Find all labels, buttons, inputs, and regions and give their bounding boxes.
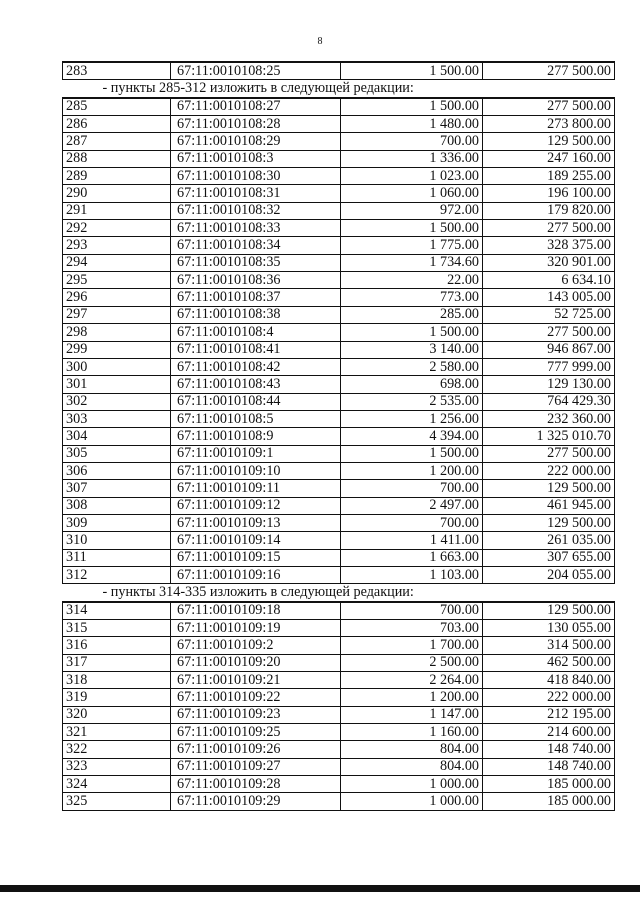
amount-cell: 277 500.00 bbox=[483, 445, 615, 462]
cadastral-number-cell: 67:11:0010109:26 bbox=[171, 741, 341, 758]
table-row bbox=[63, 514, 615, 531]
area-cell: 1 700.00 bbox=[341, 637, 483, 654]
cadastral-number-cell: 67:11:0010108:28 bbox=[171, 116, 341, 133]
amount-cell: 148 740.00 bbox=[483, 741, 615, 758]
table-row bbox=[63, 532, 615, 549]
area-cell: 2 500.00 bbox=[341, 654, 483, 671]
area-cell: 3 140.00 bbox=[341, 341, 483, 358]
area-cell: 1 411.00 bbox=[341, 532, 483, 549]
cadastral-number-cell: 67:11:0010108:4 bbox=[171, 324, 341, 341]
amount-cell: 52 725.00 bbox=[483, 306, 615, 323]
table-row bbox=[63, 776, 615, 793]
item-number-cell: 306 bbox=[63, 462, 171, 479]
item-number-cell: 320 bbox=[63, 706, 171, 723]
item-number-cell: 312 bbox=[63, 566, 171, 583]
table-row bbox=[63, 220, 615, 237]
amount-cell: 129 500.00 bbox=[483, 602, 615, 620]
amount-cell: 314 500.00 bbox=[483, 637, 615, 654]
amount-cell: 129 500.00 bbox=[483, 480, 615, 497]
area-cell: 700.00 bbox=[341, 602, 483, 620]
table-row bbox=[63, 185, 615, 202]
cadastral-number-cell: 67:11:0010108:3 bbox=[171, 150, 341, 167]
cadastral-number-cell: 67:11:0010109:18 bbox=[171, 602, 341, 620]
area-cell: 22.00 bbox=[341, 272, 483, 289]
cadastral-number-cell: 67:11:0010108:29 bbox=[171, 133, 341, 150]
item-number-cell: 307 bbox=[63, 480, 171, 497]
parcel-table-body bbox=[63, 62, 615, 810]
amount-cell: 232 360.00 bbox=[483, 410, 615, 427]
area-cell: 773.00 bbox=[341, 289, 483, 306]
cadastral-number-cell: 67:11:0010109:28 bbox=[171, 776, 341, 793]
item-number-cell: 325 bbox=[63, 793, 171, 810]
table-row bbox=[63, 254, 615, 271]
table-row bbox=[63, 724, 615, 741]
area-cell: 1 200.00 bbox=[341, 689, 483, 706]
item-number-cell: 289 bbox=[63, 168, 171, 185]
cadastral-number-cell: 67:11:0010108:36 bbox=[171, 272, 341, 289]
cadastral-number-cell: 67:11:0010108:32 bbox=[171, 202, 341, 219]
cadastral-number-cell: 67:11:0010109:14 bbox=[171, 532, 341, 549]
area-cell: 700.00 bbox=[341, 480, 483, 497]
area-cell: 1 663.00 bbox=[341, 549, 483, 566]
amount-cell: 6 634.10 bbox=[483, 272, 615, 289]
item-number-cell: 305 bbox=[63, 445, 171, 462]
section-note-row bbox=[63, 584, 615, 602]
amount-cell: 196 100.00 bbox=[483, 185, 615, 202]
item-number-cell: 309 bbox=[63, 514, 171, 531]
table-row bbox=[63, 741, 615, 758]
table-row bbox=[63, 480, 615, 497]
table-row bbox=[63, 497, 615, 514]
cadastral-number-cell: 67:11:0010108:25 bbox=[171, 62, 341, 80]
cadastral-number-cell: 67:11:0010109:2 bbox=[171, 637, 341, 654]
amount-cell: 130 055.00 bbox=[483, 620, 615, 637]
item-number-cell: 315 bbox=[63, 620, 171, 637]
table-row bbox=[63, 445, 615, 462]
item-number-cell: 308 bbox=[63, 497, 171, 514]
item-number-cell: 319 bbox=[63, 689, 171, 706]
cadastral-number-cell: 67:11:0010109:10 bbox=[171, 462, 341, 479]
amount-cell: 129 500.00 bbox=[483, 514, 615, 531]
table-row bbox=[63, 393, 615, 410]
item-number-cell: 299 bbox=[63, 341, 171, 358]
table-row bbox=[63, 272, 615, 289]
cadastral-number-cell: 67:11:0010108:5 bbox=[171, 410, 341, 427]
area-cell: 698.00 bbox=[341, 376, 483, 393]
table-row bbox=[63, 462, 615, 479]
area-cell: 1 060.00 bbox=[341, 185, 483, 202]
section-note-row bbox=[63, 80, 615, 98]
area-cell: 2 497.00 bbox=[341, 497, 483, 514]
item-number-cell: 310 bbox=[63, 532, 171, 549]
cadastral-number-cell: 67:11:0010109:13 bbox=[171, 514, 341, 531]
amount-cell: 189 255.00 bbox=[483, 168, 615, 185]
item-number-cell: 292 bbox=[63, 220, 171, 237]
table-row bbox=[63, 376, 615, 393]
item-number-cell: 311 bbox=[63, 549, 171, 566]
area-cell: 1 734.60 bbox=[341, 254, 483, 271]
area-cell: 1 147.00 bbox=[341, 706, 483, 723]
area-cell: 4 394.00 bbox=[341, 428, 483, 445]
area-cell: 2 580.00 bbox=[341, 358, 483, 375]
area-cell: 972.00 bbox=[341, 202, 483, 219]
area-cell: 1 500.00 bbox=[341, 445, 483, 462]
item-number-cell: 323 bbox=[63, 758, 171, 775]
item-number-cell: 298 bbox=[63, 324, 171, 341]
item-number-cell: 300 bbox=[63, 358, 171, 375]
area-cell: 1 000.00 bbox=[341, 793, 483, 810]
table-row bbox=[63, 654, 615, 671]
cadastral-number-cell: 67:11:0010108:37 bbox=[171, 289, 341, 306]
area-cell: 1 000.00 bbox=[341, 776, 483, 793]
area-cell: 2 264.00 bbox=[341, 672, 483, 689]
amount-cell: 222 000.00 bbox=[483, 689, 615, 706]
bottom-rule bbox=[0, 885, 640, 892]
table-row bbox=[63, 168, 615, 185]
page-number: 8 bbox=[317, 36, 323, 47]
cadastral-number-cell: 67:11:0010109:22 bbox=[171, 689, 341, 706]
table-row bbox=[63, 689, 615, 706]
table-row bbox=[63, 549, 615, 566]
area-cell: 2 535.00 bbox=[341, 393, 483, 410]
area-cell: 1 256.00 bbox=[341, 410, 483, 427]
table-row bbox=[63, 620, 615, 637]
cadastral-number-cell: 67:11:0010108:43 bbox=[171, 376, 341, 393]
item-number-cell: 287 bbox=[63, 133, 171, 150]
item-number-cell: 295 bbox=[63, 272, 171, 289]
cadastral-number-cell: 67:11:0010108:42 bbox=[171, 358, 341, 375]
section-note: - пункты 285-312 изложить в следующей редакции: bbox=[102, 80, 414, 97]
table-row bbox=[63, 758, 615, 775]
amount-cell: 1 325 010.70 bbox=[483, 428, 615, 445]
amount-cell: 273 800.00 bbox=[483, 116, 615, 133]
item-number-cell: 286 bbox=[63, 116, 171, 133]
item-number-cell: 303 bbox=[63, 410, 171, 427]
cadastral-number-cell: 67:11:0010108:30 bbox=[171, 168, 341, 185]
cadastral-number-cell: 67:11:0010108:9 bbox=[171, 428, 341, 445]
cadastral-number-cell: 67:11:0010108:34 bbox=[171, 237, 341, 254]
amount-cell: 129 130.00 bbox=[483, 376, 615, 393]
cadastral-number-cell: 67:11:0010109:15 bbox=[171, 549, 341, 566]
amount-cell: 764 429.30 bbox=[483, 393, 615, 410]
cadastral-number-cell: 67:11:0010109:25 bbox=[171, 724, 341, 741]
cadastral-number-cell: 67:11:0010108:44 bbox=[171, 393, 341, 410]
table-row bbox=[63, 62, 615, 80]
amount-cell: 212 195.00 bbox=[483, 706, 615, 723]
item-number-cell: 314 bbox=[63, 602, 171, 620]
item-number-cell: 302 bbox=[63, 393, 171, 410]
cadastral-number-cell: 67:11:0010109:11 bbox=[171, 480, 341, 497]
amount-cell: 277 500.00 bbox=[483, 62, 615, 80]
table-row bbox=[63, 706, 615, 723]
amount-cell: 143 005.00 bbox=[483, 289, 615, 306]
cadastral-number-cell: 67:11:0010109:1 bbox=[171, 445, 341, 462]
amount-cell: 214 600.00 bbox=[483, 724, 615, 741]
area-cell: 1 500.00 bbox=[341, 220, 483, 237]
amount-cell: 307 655.00 bbox=[483, 549, 615, 566]
area-cell: 1 500.00 bbox=[341, 324, 483, 341]
cadastral-number-cell: 67:11:0010108:41 bbox=[171, 341, 341, 358]
amount-cell: 462 500.00 bbox=[483, 654, 615, 671]
area-cell: 804.00 bbox=[341, 758, 483, 775]
area-cell: 1 500.00 bbox=[341, 62, 483, 80]
amount-cell: 247 160.00 bbox=[483, 150, 615, 167]
table-row bbox=[63, 793, 615, 810]
amount-cell: 418 840.00 bbox=[483, 672, 615, 689]
area-cell: 1 160.00 bbox=[341, 724, 483, 741]
amount-cell: 179 820.00 bbox=[483, 202, 615, 219]
amount-cell: 320 901.00 bbox=[483, 254, 615, 271]
area-cell: 700.00 bbox=[341, 514, 483, 531]
item-number-cell: 283 bbox=[63, 62, 171, 80]
area-cell: 1 336.00 bbox=[341, 150, 483, 167]
table-row bbox=[63, 566, 615, 583]
item-number-cell: 291 bbox=[63, 202, 171, 219]
item-number-cell: 301 bbox=[63, 376, 171, 393]
amount-cell: 148 740.00 bbox=[483, 758, 615, 775]
table-row bbox=[63, 306, 615, 323]
area-cell: 804.00 bbox=[341, 741, 483, 758]
area-cell: 1 500.00 bbox=[341, 98, 483, 116]
parcel-table bbox=[62, 61, 615, 811]
table-row bbox=[63, 98, 615, 116]
cadastral-number-cell: 67:11:0010108:38 bbox=[171, 306, 341, 323]
cadastral-number-cell: 67:11:0010109:12 bbox=[171, 497, 341, 514]
table-row bbox=[63, 602, 615, 620]
table-row bbox=[63, 637, 615, 654]
item-number-cell: 304 bbox=[63, 428, 171, 445]
cadastral-number-cell: 67:11:0010109:29 bbox=[171, 793, 341, 810]
cadastral-number-cell: 67:11:0010108:35 bbox=[171, 254, 341, 271]
amount-cell: 185 000.00 bbox=[483, 793, 615, 810]
item-number-cell: 297 bbox=[63, 306, 171, 323]
item-number-cell: 290 bbox=[63, 185, 171, 202]
amount-cell: 277 500.00 bbox=[483, 324, 615, 341]
item-number-cell: 294 bbox=[63, 254, 171, 271]
item-number-cell: 296 bbox=[63, 289, 171, 306]
amount-cell: 222 000.00 bbox=[483, 462, 615, 479]
table-row bbox=[63, 341, 615, 358]
cadastral-number-cell: 67:11:0010108:31 bbox=[171, 185, 341, 202]
cadastral-number-cell: 67:11:0010109:19 bbox=[171, 620, 341, 637]
area-cell: 1 775.00 bbox=[341, 237, 483, 254]
area-cell: 285.00 bbox=[341, 306, 483, 323]
cadastral-number-cell: 67:11:0010109:20 bbox=[171, 654, 341, 671]
table-row bbox=[63, 116, 615, 133]
item-number-cell: 322 bbox=[63, 741, 171, 758]
cadastral-number-cell: 67:11:0010109:27 bbox=[171, 758, 341, 775]
cadastral-number-cell: 67:11:0010109:16 bbox=[171, 566, 341, 583]
area-cell: 1 023.00 bbox=[341, 168, 483, 185]
area-cell: 1 103.00 bbox=[341, 566, 483, 583]
item-number-cell: 321 bbox=[63, 724, 171, 741]
area-cell: 1 480.00 bbox=[341, 116, 483, 133]
amount-cell: 129 500.00 bbox=[483, 133, 615, 150]
item-number-cell: 285 bbox=[63, 98, 171, 116]
cadastral-number-cell: 67:11:0010109:21 bbox=[171, 672, 341, 689]
table-row bbox=[63, 133, 615, 150]
item-number-cell: 288 bbox=[63, 150, 171, 167]
cadastral-number-cell: 67:11:0010108:33 bbox=[171, 220, 341, 237]
area-cell: 700.00 bbox=[341, 133, 483, 150]
table-row bbox=[63, 410, 615, 427]
item-number-cell: 324 bbox=[63, 776, 171, 793]
item-number-cell: 316 bbox=[63, 637, 171, 654]
table-row bbox=[63, 324, 615, 341]
table-row bbox=[63, 150, 615, 167]
amount-cell: 946 867.00 bbox=[483, 341, 615, 358]
table-row bbox=[63, 672, 615, 689]
item-number-cell: 293 bbox=[63, 237, 171, 254]
area-cell: 703.00 bbox=[341, 620, 483, 637]
amount-cell: 777 999.00 bbox=[483, 358, 615, 375]
table-row bbox=[63, 289, 615, 306]
cadastral-number-cell: 67:11:0010108:27 bbox=[171, 98, 341, 116]
amount-cell: 185 000.00 bbox=[483, 776, 615, 793]
amount-cell: 261 035.00 bbox=[483, 532, 615, 549]
table-row bbox=[63, 358, 615, 375]
amount-cell: 277 500.00 bbox=[483, 98, 615, 116]
amount-cell: 277 500.00 bbox=[483, 220, 615, 237]
amount-cell: 204 055.00 bbox=[483, 566, 615, 583]
amount-cell: 328 375.00 bbox=[483, 237, 615, 254]
cadastral-number-cell: 67:11:0010109:23 bbox=[171, 706, 341, 723]
table-row bbox=[63, 202, 615, 219]
section-note: - пункты 314-335 изложить в следующей редакции: bbox=[102, 583, 414, 600]
item-number-cell: 318 bbox=[63, 672, 171, 689]
area-cell: 1 200.00 bbox=[341, 462, 483, 479]
item-number-cell: 317 bbox=[63, 654, 171, 671]
table-row bbox=[63, 237, 615, 254]
amount-cell: 461 945.00 bbox=[483, 497, 615, 514]
table-row bbox=[63, 428, 615, 445]
